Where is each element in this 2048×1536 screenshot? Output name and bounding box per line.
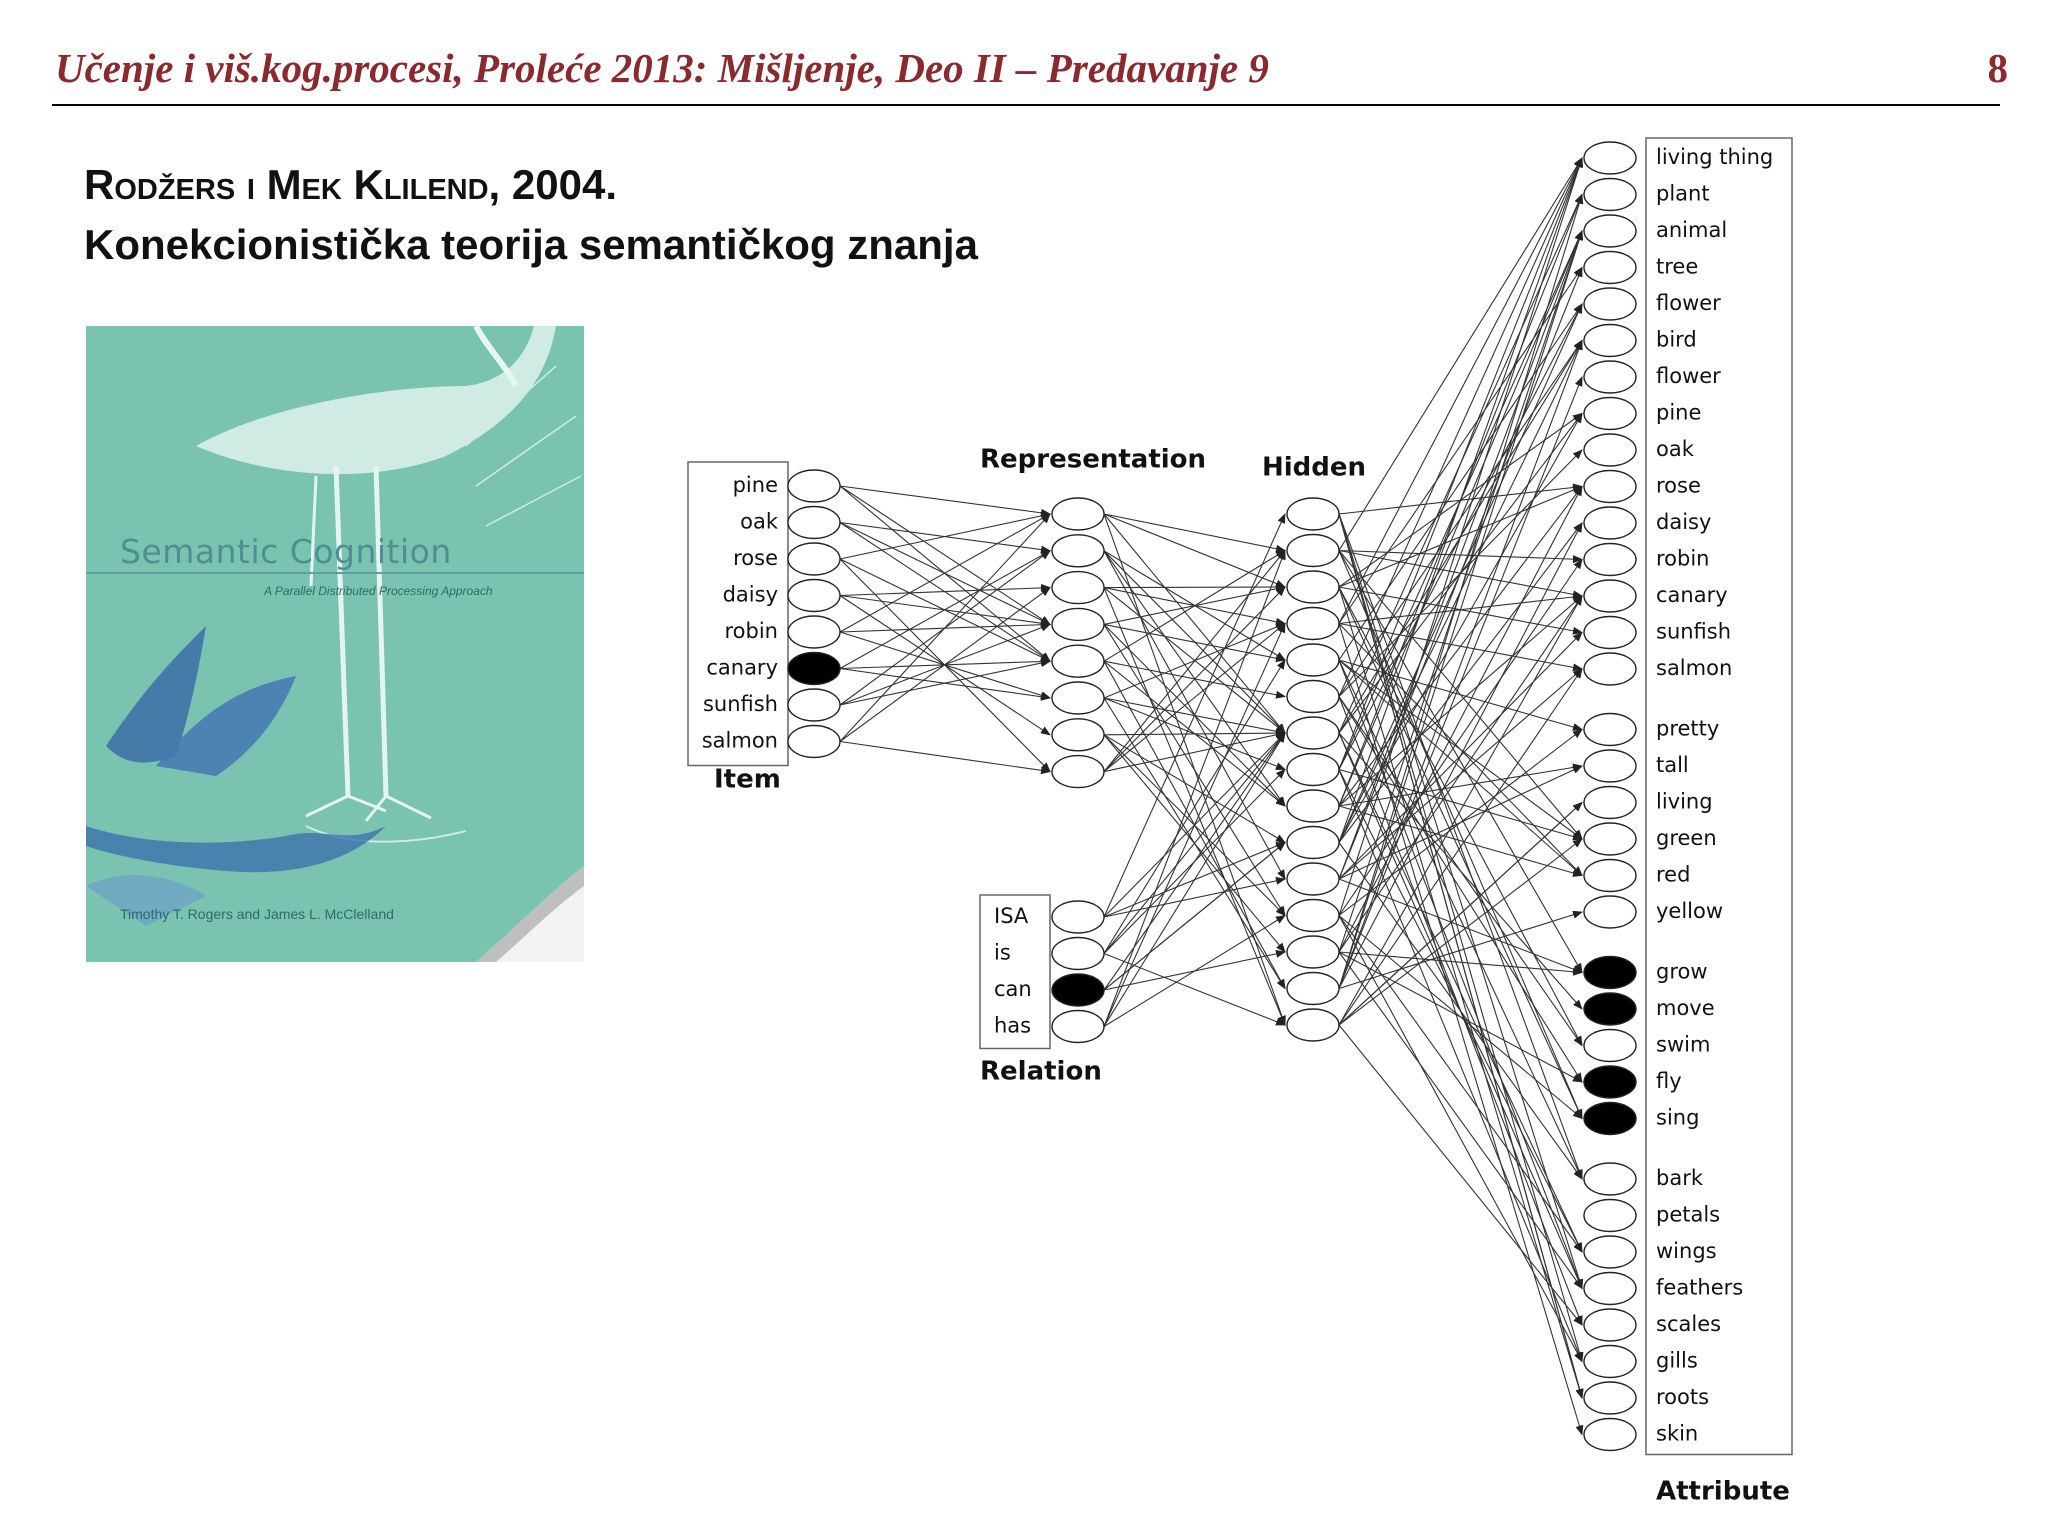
attribute-label: petals <box>1656 1202 1721 1227</box>
book-title: Semantic Cognition <box>120 532 452 571</box>
representation-unit <box>1052 756 1104 788</box>
item-unit <box>788 470 840 502</box>
connection-arrow <box>1104 624 1285 660</box>
course-title: Učenje i viš.kog.procesi, Proleće 2013: Mišljenje, Deo II – Predavanje 9 <box>55 45 1269 91</box>
connection-arrow <box>1339 231 1582 879</box>
heading-citation: Rodžers i Mek Klilend, 2004. <box>84 161 617 208</box>
item-unit <box>788 543 840 575</box>
connection-arrow <box>1339 514 1582 1362</box>
item-label: robin <box>724 619 778 643</box>
connection-arrow <box>1104 624 1285 772</box>
book-title-rule <box>86 572 584 574</box>
attribute-label: wings <box>1656 1239 1717 1263</box>
layer-label-hidden: Hidden <box>1262 452 1367 483</box>
hidden-unit <box>1287 863 1339 895</box>
header-divider <box>52 104 2000 106</box>
layer-label-relation: Relation <box>980 1056 1102 1087</box>
hidden-unit <box>1287 717 1339 749</box>
attribute-label: tree <box>1656 254 1699 279</box>
relation-label: is <box>994 940 1011 965</box>
representation-unit <box>1052 608 1104 640</box>
attribute-label: scales <box>1656 1312 1722 1336</box>
connection-arrow <box>1339 158 1582 843</box>
attribute-unit <box>1584 750 1636 782</box>
connection-arrow <box>1339 624 1582 1435</box>
relation-unit <box>1052 974 1104 1006</box>
attribute-label: robin <box>1656 546 1710 571</box>
connection-arrow <box>1339 916 1582 1362</box>
attribute-unit <box>1584 1382 1636 1414</box>
attribute-unit <box>1584 1103 1636 1135</box>
connection-arrow <box>1104 954 1285 1026</box>
attribute-unit <box>1584 325 1636 357</box>
representation-unit <box>1052 572 1104 604</box>
connection-arrow <box>1339 952 1582 1289</box>
attribute-unit <box>1584 1273 1636 1305</box>
connection-arrow <box>1339 839 1582 1025</box>
connection-arrow <box>1339 770 1582 1362</box>
attribute-unit <box>1584 580 1636 612</box>
relation-unit <box>1052 901 1104 933</box>
item-label: pine <box>732 473 778 497</box>
connection-arrow <box>1339 551 1582 1119</box>
connection-arrow <box>1104 551 1285 1027</box>
attribute-label: living thing <box>1656 145 1774 169</box>
attribute-label: rose <box>1656 473 1701 498</box>
item-label: sunfish <box>702 692 778 716</box>
connection-arrow <box>1104 514 1285 917</box>
representation-unit <box>1052 535 1104 567</box>
hidden-unit <box>1287 790 1339 822</box>
attribute-unit <box>1584 860 1636 892</box>
attribute-label: flower <box>1656 364 1721 388</box>
connection-arrows <box>840 158 1582 1435</box>
hidden-unit <box>1287 973 1339 1005</box>
connection-arrow <box>1104 660 1285 954</box>
connection-arrow <box>1104 587 1285 588</box>
connection-arrow <box>840 514 1050 632</box>
attribute-label: move <box>1656 996 1715 1020</box>
item-label: oak <box>740 509 778 534</box>
attribute-label: sunfish <box>1656 619 1732 644</box>
hidden-unit <box>1287 571 1339 603</box>
connection-arrow <box>1104 733 1285 990</box>
item-unit <box>788 653 840 685</box>
attribute-label: animal <box>1656 218 1728 242</box>
attribute-unit <box>1584 215 1636 247</box>
item-label: canary <box>706 655 778 680</box>
item-label: rose <box>733 546 778 570</box>
connection-arrow <box>1339 195 1582 989</box>
attribute-unit <box>1584 179 1636 211</box>
attribute-label: flower <box>1656 291 1721 315</box>
book-cover-image <box>86 326 584 962</box>
attribute-label: oak <box>1656 437 1694 461</box>
item-label: daisy <box>722 582 778 607</box>
hidden-unit <box>1287 900 1339 932</box>
book-cover-illustration <box>86 326 584 962</box>
connection-arrow <box>1339 879 1582 973</box>
attribute-label: gills <box>1656 1348 1698 1373</box>
book-subtitle: A Parallel Distributed Processing Approach <box>264 584 493 598</box>
relation-unit <box>1052 1011 1104 1043</box>
representation-unit <box>1052 682 1104 714</box>
connection-arrow <box>1104 514 1285 551</box>
attribute-label: swim <box>1656 1032 1711 1057</box>
relation-label: can <box>994 977 1032 1001</box>
item-unit <box>788 726 840 758</box>
connection-arrow <box>1339 231 1582 989</box>
attribute-unit <box>1584 957 1636 989</box>
attribute-label: fly <box>1656 1069 1682 1093</box>
item-label-box <box>688 462 788 766</box>
attribute-label: canary <box>1656 583 1728 607</box>
layer-label-representation: Representation <box>980 444 1207 475</box>
representation-unit <box>1052 498 1104 530</box>
hidden-unit <box>1287 535 1339 567</box>
connection-arrow <box>1104 514 1285 587</box>
connection-arrow <box>1104 624 1285 915</box>
item-unit <box>788 580 840 612</box>
attribute-unit <box>1584 1309 1636 1341</box>
attribute-unit <box>1584 361 1636 393</box>
attribute-label: tall <box>1656 753 1689 777</box>
relation-label: ISA <box>994 904 1029 928</box>
attribute-unit <box>1584 1236 1636 1268</box>
attribute-unit <box>1584 471 1636 503</box>
hidden-unit <box>1287 1009 1339 1041</box>
attribute-unit <box>1584 714 1636 746</box>
connection-arrow <box>840 514 1050 559</box>
connection-arrow <box>1104 514 1285 733</box>
attribute-unit <box>1584 288 1636 320</box>
attribute-label: skin <box>1656 1421 1699 1446</box>
connection-arrow <box>1104 587 1285 772</box>
layer-label-attribute: Attribute <box>1656 1476 1790 1507</box>
semantic-network-diagram <box>680 130 1810 1530</box>
connection-arrow <box>1339 770 1582 840</box>
attribute-unit <box>1584 1346 1636 1378</box>
hidden-unit <box>1287 754 1339 786</box>
attribute-label: pretty <box>1656 716 1720 741</box>
connection-arrow <box>840 486 1050 624</box>
attribute-label: daisy <box>1656 510 1712 534</box>
item-unit <box>788 507 840 539</box>
relation-unit <box>1052 938 1104 970</box>
attribute-label: sing <box>1656 1105 1700 1130</box>
attribute-unit <box>1584 617 1636 649</box>
attribute-unit <box>1584 398 1636 430</box>
attribute-unit <box>1584 1419 1636 1451</box>
attribute-unit <box>1584 1200 1636 1232</box>
item-unit <box>788 689 840 721</box>
attribute-unit <box>1584 823 1636 855</box>
attribute-label: roots <box>1656 1385 1710 1409</box>
connection-arrow <box>1339 304 1582 660</box>
attribute-unit <box>1584 1163 1636 1195</box>
attribute-label: bark <box>1656 1166 1703 1190</box>
connection-arrow <box>1339 158 1582 770</box>
connection-arrow <box>1339 341 1582 989</box>
network-units <box>788 142 1636 1451</box>
attribute-unit <box>1584 896 1636 928</box>
representation-unit <box>1052 719 1104 751</box>
attribute-unit <box>1584 507 1636 539</box>
relation-label: has <box>994 1013 1032 1038</box>
attribute-label: green <box>1656 826 1717 850</box>
hidden-unit <box>1287 827 1339 859</box>
attribute-unit <box>1584 993 1636 1025</box>
connection-arrow <box>1339 916 1582 1253</box>
connection-arrow <box>1104 624 1285 1027</box>
connection-arrow <box>1104 733 1285 1027</box>
connection-arrow <box>840 486 1050 514</box>
attribute-label: grow <box>1656 959 1708 984</box>
heading-subtitle: Konekcionistička teorija semantičkog znanja <box>84 221 978 268</box>
connection-arrow <box>1104 879 1285 917</box>
connection-arrow <box>840 742 1050 772</box>
attribute-label: plant <box>1656 181 1710 206</box>
attribute-unit <box>1584 142 1636 174</box>
connection-arrow <box>1339 587 1582 1119</box>
connection-arrow <box>1339 268 1582 880</box>
book-authors: Timothy T. Rogers and James L. McClelland <box>120 906 394 922</box>
attribute-unit <box>1584 653 1636 685</box>
attribute-unit <box>1584 1066 1636 1098</box>
attribute-unit <box>1584 1030 1636 1062</box>
attribute-label: salmon <box>1656 656 1733 680</box>
attribute-label: feathers <box>1656 1275 1744 1300</box>
hidden-unit <box>1287 644 1339 676</box>
hidden-unit <box>1287 936 1339 968</box>
item-unit <box>788 616 840 648</box>
layer-label-item: Item <box>714 764 781 795</box>
attribute-unit <box>1584 434 1636 466</box>
connection-arrow <box>1104 843 1285 991</box>
attribute-label: yellow <box>1656 899 1724 923</box>
connection-arrow <box>1339 697 1582 1083</box>
attribute-label: red <box>1656 862 1691 887</box>
connection-arrow <box>1339 158 1582 916</box>
connection-arrow <box>840 514 1050 742</box>
hidden-unit <box>1287 608 1339 640</box>
attribute-label: pine <box>1656 400 1702 425</box>
attribute-label: living <box>1656 789 1713 814</box>
connection-arrow <box>1339 377 1582 989</box>
attribute-unit <box>1584 787 1636 819</box>
attribute-label: bird <box>1656 327 1697 352</box>
attribute-unit <box>1584 252 1636 284</box>
item-label: salmon <box>701 728 778 753</box>
connection-arrow <box>1104 916 1285 1027</box>
attribute-unit <box>1584 544 1636 576</box>
page-number: 8 <box>1987 45 2008 91</box>
hidden-unit <box>1287 681 1339 713</box>
connection-arrow <box>1339 158 1582 697</box>
representation-unit <box>1052 645 1104 677</box>
hidden-unit <box>1287 498 1339 530</box>
connection-arrow <box>1339 158 1582 551</box>
